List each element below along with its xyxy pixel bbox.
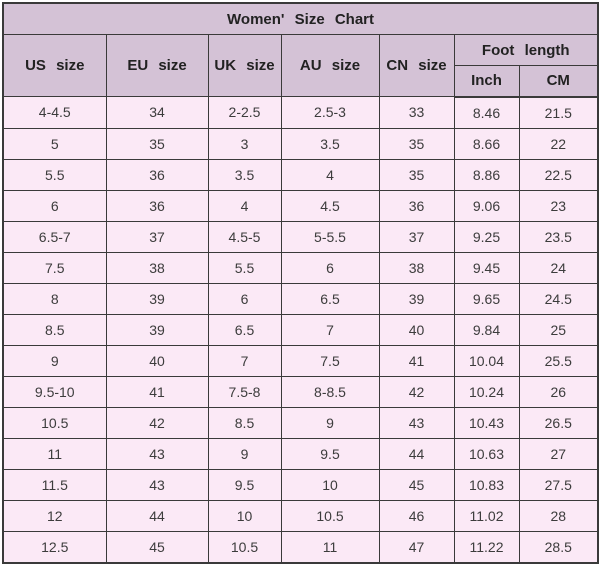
cell: 5.5 <box>208 252 281 283</box>
cell: 36 <box>106 190 208 221</box>
cell: 4 <box>281 159 379 190</box>
cell: 25.5 <box>519 345 598 376</box>
table-row <box>3 314 598 345</box>
cell: 8.86 <box>454 159 519 190</box>
cell: 9.45 <box>454 252 519 283</box>
cell: 3.5 <box>208 159 281 190</box>
cell: 41 <box>106 376 208 407</box>
cell: 6 <box>3 190 106 221</box>
cell: 5 <box>3 128 106 159</box>
column-header-au-size: AU size <box>281 35 379 97</box>
cell: 37 <box>379 221 454 252</box>
cell: 2-2.5 <box>208 97 281 129</box>
cell: 9.5 <box>281 438 379 469</box>
table-row <box>3 345 598 376</box>
cell: 9.06 <box>454 190 519 221</box>
table-row <box>3 252 598 283</box>
cell: 10.83 <box>454 469 519 500</box>
table-row <box>3 376 598 407</box>
cell: 11 <box>3 438 106 469</box>
cell: 25 <box>519 314 598 345</box>
cell: 9.5 <box>208 469 281 500</box>
cell: 8 <box>3 283 106 314</box>
cell: 7 <box>208 345 281 376</box>
cell: 6 <box>208 283 281 314</box>
cell: 12 <box>3 500 106 531</box>
cell: 26.5 <box>519 407 598 438</box>
cell: 10.04 <box>454 345 519 376</box>
cell: 34 <box>106 97 208 129</box>
cell: 10.43 <box>454 407 519 438</box>
table-row <box>3 283 598 314</box>
cell: 6.5 <box>281 283 379 314</box>
column-header-uk-size: UK size <box>208 35 281 97</box>
cell: 42 <box>379 376 454 407</box>
cell: 35 <box>106 128 208 159</box>
cell: 44 <box>379 438 454 469</box>
column-header-us-size: US size <box>3 35 106 97</box>
table-row <box>3 438 598 469</box>
size-chart-table <box>2 2 599 564</box>
column-header-eu-size: EU size <box>106 35 208 97</box>
cell: 11.5 <box>3 469 106 500</box>
cell: 27.5 <box>519 469 598 500</box>
table-row <box>3 469 598 500</box>
cell: 42 <box>106 407 208 438</box>
cell: 7.5 <box>281 345 379 376</box>
cell: 46 <box>379 500 454 531</box>
cell: 47 <box>379 531 454 563</box>
cell: 7 <box>281 314 379 345</box>
cell: 24 <box>519 252 598 283</box>
cell: 4 <box>208 190 281 221</box>
cell: 39 <box>106 314 208 345</box>
cell: 7.5 <box>3 252 106 283</box>
cell: 10.5 <box>208 531 281 563</box>
cell: 38 <box>106 252 208 283</box>
cell: 12.5 <box>3 531 106 563</box>
cell: 45 <box>106 531 208 563</box>
cell: 23.5 <box>519 221 598 252</box>
cell: 11.22 <box>454 531 519 563</box>
header-row <box>3 35 598 66</box>
cell: 4-4.5 <box>3 97 106 129</box>
cell: 35 <box>379 159 454 190</box>
table-body <box>3 97 598 563</box>
column-header-cm: CM <box>519 66 598 97</box>
cell: 9.65 <box>454 283 519 314</box>
cell: 5-5.5 <box>281 221 379 252</box>
cell: 40 <box>106 345 208 376</box>
cell: 43 <box>379 407 454 438</box>
cell: 43 <box>106 469 208 500</box>
cell: 24.5 <box>519 283 598 314</box>
cell: 9.25 <box>454 221 519 252</box>
cell: 35 <box>379 128 454 159</box>
cell: 40 <box>379 314 454 345</box>
cell: 10.63 <box>454 438 519 469</box>
cell: 33 <box>379 97 454 129</box>
cell: 6.5-7 <box>3 221 106 252</box>
cell: 8.5 <box>208 407 281 438</box>
cell: 9 <box>281 407 379 438</box>
cell: 6.5 <box>208 314 281 345</box>
table-row <box>3 500 598 531</box>
cell: 7.5-8 <box>208 376 281 407</box>
cell: 22.5 <box>519 159 598 190</box>
cell: 6 <box>281 252 379 283</box>
cell: 28 <box>519 500 598 531</box>
cell: 8.5 <box>3 314 106 345</box>
cell: 43 <box>106 438 208 469</box>
cell: 36 <box>379 190 454 221</box>
cell: 4.5 <box>281 190 379 221</box>
table-row <box>3 159 598 190</box>
cell: 11.02 <box>454 500 519 531</box>
cell: 22 <box>519 128 598 159</box>
cell: 9.84 <box>454 314 519 345</box>
column-header-cn-size: CN size <box>379 35 454 97</box>
cell: 44 <box>106 500 208 531</box>
cell: 27 <box>519 438 598 469</box>
cell: 26 <box>519 376 598 407</box>
cell: 5.5 <box>3 159 106 190</box>
cell: 39 <box>379 283 454 314</box>
cell: 28.5 <box>519 531 598 563</box>
table-row <box>3 190 598 221</box>
cell: 3.5 <box>281 128 379 159</box>
cell: 10.5 <box>3 407 106 438</box>
cell: 45 <box>379 469 454 500</box>
cell: 23 <box>519 190 598 221</box>
cell: 8.66 <box>454 128 519 159</box>
table-row <box>3 407 598 438</box>
cell: 38 <box>379 252 454 283</box>
cell: 4.5-5 <box>208 221 281 252</box>
table-title: Women' Size Chart <box>3 3 598 35</box>
column-header-foot-length: Foot length <box>454 35 598 66</box>
cell: 10 <box>281 469 379 500</box>
cell: 10.5 <box>281 500 379 531</box>
table-row <box>3 128 598 159</box>
cell: 39 <box>106 283 208 314</box>
cell: 10 <box>208 500 281 531</box>
cell: 9 <box>208 438 281 469</box>
table-row <box>3 531 598 563</box>
cell: 9.5-10 <box>3 376 106 407</box>
table-row <box>3 221 598 252</box>
cell: 2.5-3 <box>281 97 379 129</box>
cell: 3 <box>208 128 281 159</box>
column-header-inch: Inch <box>454 66 519 97</box>
cell: 21.5 <box>519 97 598 129</box>
cell: 9 <box>3 345 106 376</box>
cell: 36 <box>106 159 208 190</box>
cell: 11 <box>281 531 379 563</box>
cell: 41 <box>379 345 454 376</box>
cell: 8-8.5 <box>281 376 379 407</box>
cell: 10.24 <box>454 376 519 407</box>
table-row <box>3 97 598 129</box>
cell: 37 <box>106 221 208 252</box>
cell: 8.46 <box>454 97 519 129</box>
title-row <box>3 3 598 35</box>
